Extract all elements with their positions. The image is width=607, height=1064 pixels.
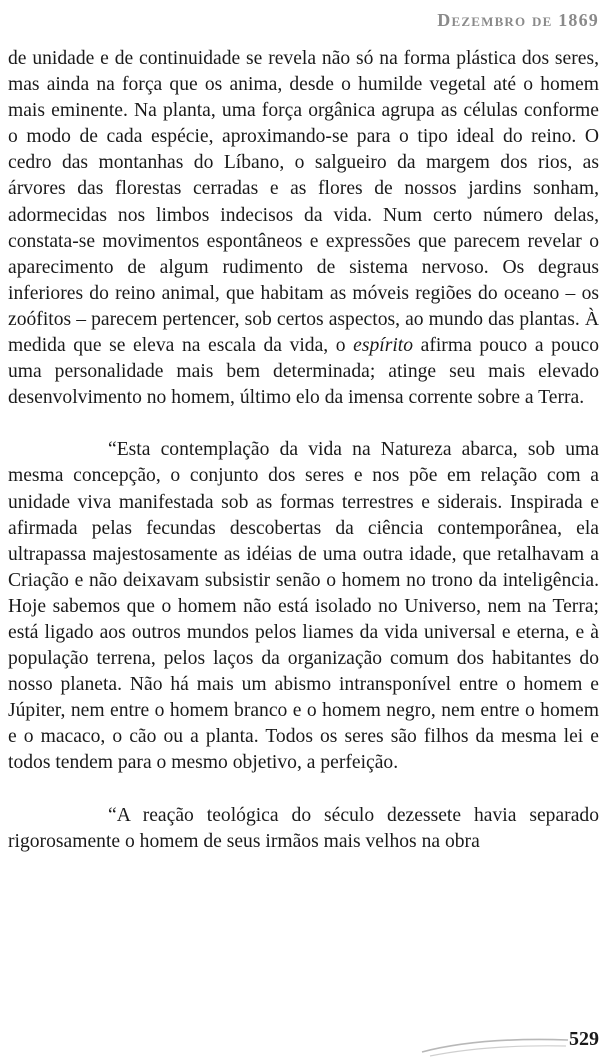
paragraph-3: “A reação teológica do século dezessete havia separado rigorosamente o homem de seus irmãos mais velhos na obra [8,804,599,852]
running-head: Dezembro de 1869 [437,10,599,30]
paragraph-spacer [8,411,599,437]
italic-word: espírito [353,335,414,357]
body-text [8,46,599,855]
paragraph-1-text-end: afirma pouco a pouco uma personalidade mais bem determinada; atinge seu mais elevado desenvolvimento no homem, último elo da imensa corrente sobre a Terra. [8,335,599,409]
page-number: 529 [569,1028,599,1050]
paragraph-1-text: de unidade e de continuidade se revela não só na forma plástica dos seres, mas ainda na força que os anima, desde o humilde vegetal até o homem mais eminente. Na planta, uma força orgânica agrupa as células conforme o modo de cada espécie, aproximando-se para o tipo ideal do reino. O cedro das montanhas do Líbano, o salgueiro da margem dos rios, as árvores das florestas cerradas e as flores de nossos jardins sonham, adormecidas nos limbos indecisos da vida. Num certo número delas, constata-se movimentos espontâneos e expressões que parecem revelar o aparecimento de algum rudimento de sistema nervoso. Os degraus inferiores do reino animal, que habitam as móveis regiões do oceano – os zoófitos – parecem pertencer, sob certos aspectos, ao mundo das plantas. À medida que se eleva na escala da vida, o [8,48,599,357]
footer-swoosh-ornament [420,1020,570,1060]
paragraph-spacer [8,777,599,803]
paragraph-2: “Esta contemplação da vida na Natureza abarca, sob uma mesma concepção, o conjunto dos seres e nos põe em relação com a unidade viva manifestada sob as formas terrestres e siderais. Inspirada e afirmada pelas fecundas descobertas da ciência contemporânea, ela ultrapassa majestosamente as idéias de uma outra idade, que retalhavam a Criação e não deixavam subsistir senão o homem no trono da inteligência. Hoje sabemos que o homem não está isolado no Universo, nem na Terra; está ligado aos outros mundos pelos liames da vida universal e eterna, e à população terrena, pelos laços da organização comum dos habitantes do nosso planeta. Não há mais um abismo intransponível entre o homem e Júpiter, nem entre o homem branco e o homem negro, nem entre o homem e o macaco, o cão ou a planta. Todos os seres são filhos da mesma lei e todos tendem para o mesmo objetivo, a perfeição. [8,439,599,774]
paragraph-1 [8,46,599,411]
